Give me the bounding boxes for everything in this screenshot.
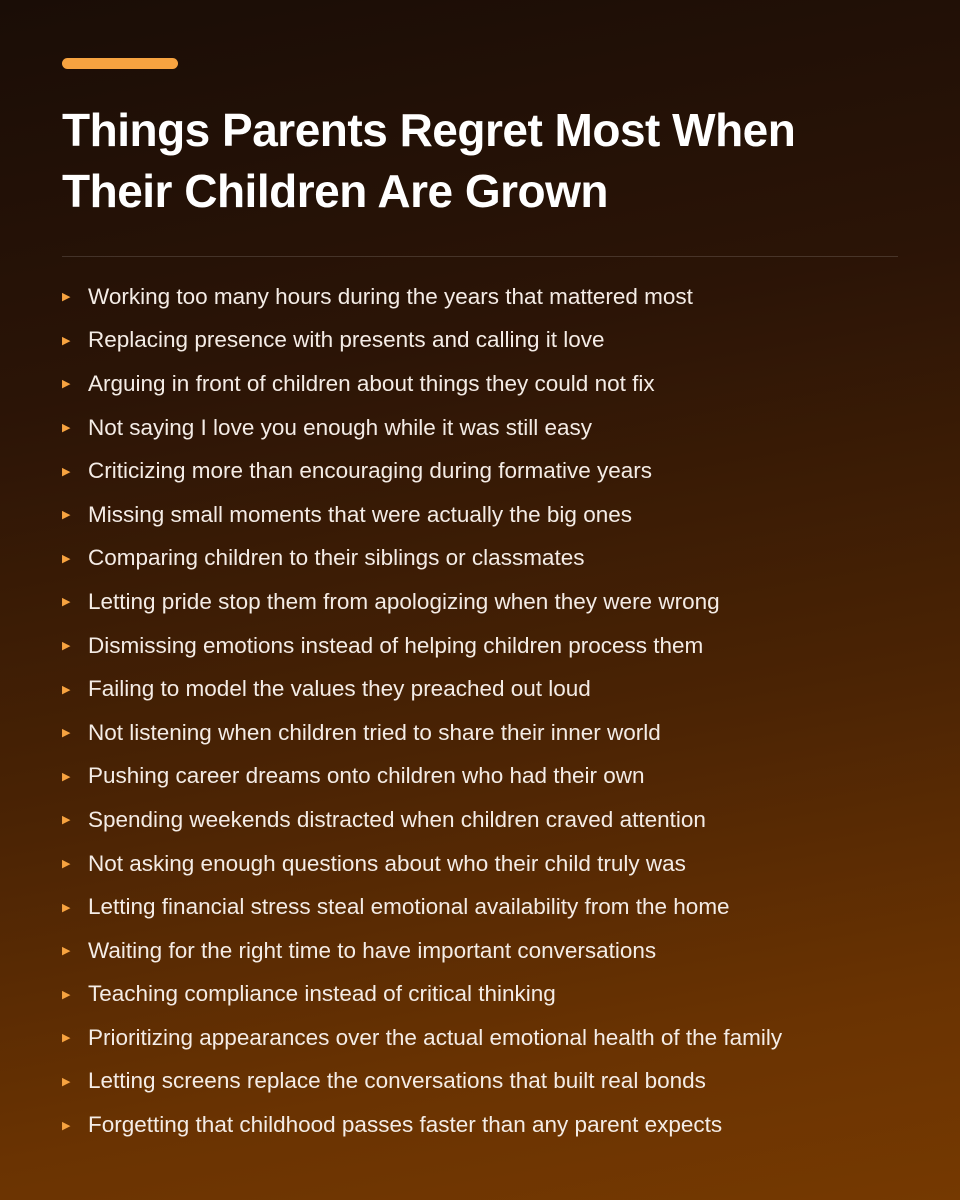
list-item-text: Missing small moments that were actually the big ones xyxy=(88,501,632,527)
page-title: Things Parents Regret Most When Their Children Are Grown xyxy=(62,104,796,217)
list-item xyxy=(62,580,922,624)
list-item xyxy=(62,624,922,668)
divider xyxy=(62,256,898,257)
list-item-text: Failing to model the values they preached out loud xyxy=(88,676,591,702)
list-item xyxy=(62,711,922,755)
triangle-right-icon: ▶ xyxy=(62,509,71,522)
list-item xyxy=(62,537,922,581)
triangle-right-icon: ▶ xyxy=(62,378,71,391)
list-item xyxy=(62,1060,922,1104)
triangle-right-icon: ▶ xyxy=(62,988,71,1001)
list-item xyxy=(62,973,922,1017)
list-item-text: Forgetting that childhood passes faster than any parent expects xyxy=(88,1112,723,1138)
list-item-text: Letting screens replace the conversations that built real bonds xyxy=(88,1068,706,1094)
list-item xyxy=(62,929,922,973)
list-item-text: Pushing career dreams onto children who had their own xyxy=(88,763,645,789)
triangle-right-icon: ▶ xyxy=(62,1032,71,1045)
list-item xyxy=(62,319,922,363)
triangle-right-icon: ▶ xyxy=(62,552,71,565)
list-item-text: Working too many hours during the years that mattered most xyxy=(88,283,693,309)
triangle-right-icon: ▶ xyxy=(62,1119,71,1132)
list-item xyxy=(62,885,922,929)
triangle-right-icon: ▶ xyxy=(62,1075,71,1088)
list-item-text: Arguing in front of children about things they could not fix xyxy=(88,370,655,396)
list-item xyxy=(62,493,922,537)
list-item xyxy=(62,406,922,450)
list-item xyxy=(62,1016,922,1060)
list-item xyxy=(62,1103,922,1147)
triangle-right-icon: ▶ xyxy=(62,727,71,740)
triangle-right-icon: ▶ xyxy=(62,334,71,347)
list-item-text: Not asking enough questions about who their child truly was xyxy=(88,850,686,876)
list-item-text: Prioritizing appearances over the actual emotional health of the family xyxy=(88,1024,783,1050)
list-item xyxy=(62,275,922,319)
triangle-right-icon: ▶ xyxy=(62,770,71,783)
list-item xyxy=(62,667,922,711)
list-item-text: Spending weekends distracted when children craved attention xyxy=(88,806,706,832)
list-item-text: Teaching compliance instead of critical thinking xyxy=(88,981,556,1007)
triangle-right-icon: ▶ xyxy=(62,858,71,871)
list-item xyxy=(62,362,922,406)
regret-list xyxy=(62,275,922,1147)
triangle-right-icon: ▶ xyxy=(62,640,71,653)
list-item-text: Comparing children to their siblings or classmates xyxy=(88,545,585,571)
list-item xyxy=(62,755,922,799)
list-item-text: Replacing presence with presents and calling it love xyxy=(88,327,605,353)
list-item-text: Not saying I love you enough while it was still easy xyxy=(88,414,593,440)
triangle-right-icon: ▶ xyxy=(62,814,71,827)
triangle-right-icon: ▶ xyxy=(62,683,71,696)
list-item xyxy=(62,798,922,842)
list-item-text: Not listening when children tried to share their inner world xyxy=(88,719,661,745)
triangle-right-icon: ▶ xyxy=(62,901,71,914)
list-item xyxy=(62,842,922,886)
list-item-text: Waiting for the right time to have important conversations xyxy=(88,937,657,963)
triangle-right-icon: ▶ xyxy=(62,596,71,609)
triangle-right-icon: ▶ xyxy=(62,945,71,958)
accent-bar xyxy=(62,58,178,69)
list-item-text: Criticizing more than encouraging during formative years xyxy=(88,458,653,484)
list-item-text: Letting financial stress steal emotional availability from the home xyxy=(88,894,730,920)
triangle-right-icon: ▶ xyxy=(62,422,71,435)
triangle-right-icon: ▶ xyxy=(62,465,71,478)
list-item-text: Dismissing emotions instead of helping children process them xyxy=(88,632,704,658)
list-item-text: Letting pride stop them from apologizing when they were wrong xyxy=(88,588,720,614)
triangle-right-icon: ▶ xyxy=(62,291,71,304)
list-item xyxy=(62,449,922,493)
